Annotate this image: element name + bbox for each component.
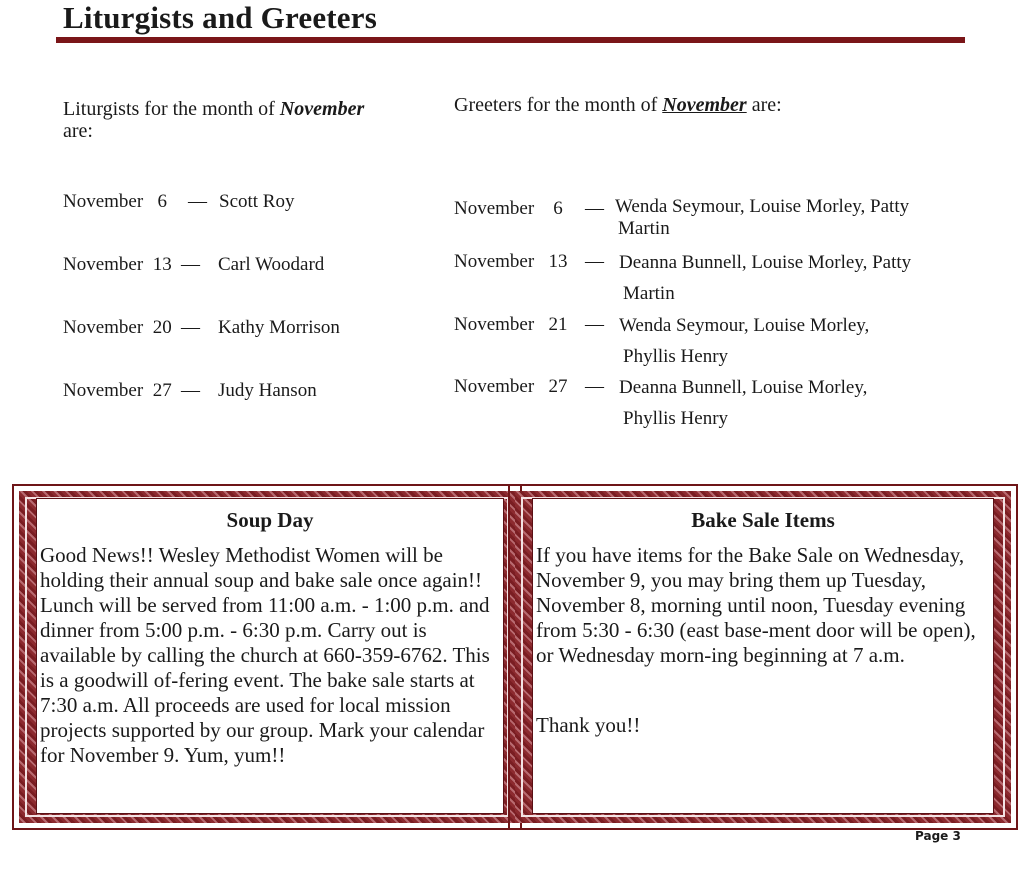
- liturgist-date: November 13: [63, 254, 172, 275]
- liturgists-intro-month: November: [279, 98, 365, 120]
- soup-day-body: [40, 543, 499, 768]
- title-rule: [56, 37, 965, 43]
- greeter-names-line1: Wenda Seymour, Louise Morley, Patty: [615, 196, 910, 217]
- liturgist-name: Carl Woodard: [218, 254, 325, 275]
- greeter-date: November 21: [454, 314, 568, 335]
- greeter-date: November 13: [454, 251, 568, 272]
- bake-sale-title: Bake Sale Items: [691, 508, 835, 532]
- liturgist-dash: —: [181, 254, 200, 275]
- liturgist-dash: —: [181, 380, 200, 401]
- greeter-names-line2: Martin: [623, 283, 675, 304]
- liturgist-date: November 27: [63, 380, 172, 401]
- greeter-names-line2: Martin: [618, 218, 670, 239]
- greeter-dash: —: [585, 376, 604, 397]
- greeter-names-line1: Deanna Bunnell, Louise Morley,: [619, 377, 868, 398]
- liturgist-dash: —: [181, 317, 200, 338]
- greeter-names: [615, 196, 909, 240]
- soup-day-panel: [36, 498, 504, 814]
- greeter-names: [619, 372, 867, 434]
- bake-sale-thanks: Thank you!!: [536, 713, 641, 737]
- greeter-names: [619, 247, 911, 309]
- bake-sale-body: [536, 543, 989, 738]
- bake-sale-box: [508, 484, 1018, 830]
- greeter-names-line2: Phyllis Henry: [623, 346, 729, 367]
- soup-day-text: Good News!! Wesley Methodist Women will be holding their annual soup and bake sale once again!! Lunch will be served from 11:00 a.m. - 1:00 p.m. and dinner from 5:00 p.m. - 6:30 p.m. Carry out is available by calling the church at 660-359-6762. This is a goodwill of-fering event. The bake sale starts at 7:30 a.m. All proceeds are used for local mission projects supported by our group. Mark your calendar for November 9. Yum, yum!!: [40, 543, 490, 767]
- liturgist-name: Judy Hanson: [218, 380, 317, 401]
- bake-sale-panel: [532, 498, 994, 814]
- greeter-date: November 27: [454, 376, 568, 397]
- greeter-names-line1: Wenda Seymour, Louise Morley,: [619, 315, 870, 336]
- liturgist-name: Scott Roy: [219, 191, 295, 212]
- greeter-date: November 6: [454, 198, 563, 219]
- liturgist-dash: —: [188, 191, 207, 212]
- greeter-dash: —: [585, 251, 604, 272]
- greeter-names-line2: Phyllis Henry: [623, 408, 729, 429]
- greeters-intro-text: Greeters for the month of: [454, 94, 663, 116]
- page-title: Liturgists and Greeters: [63, 0, 377, 35]
- soup-day-box: [12, 484, 522, 830]
- greeters-intro-end: are:: [746, 94, 782, 116]
- greeters-intro-month: November: [662, 94, 747, 116]
- liturgist-date: November 20: [63, 317, 172, 338]
- greeters-intro: [454, 94, 934, 116]
- bake-sale-text: If you have items for the Bake Sale on Wednesday, November 9, you may bring them up Tuesday, November 8, morning until noon, Tuesday evening from 5:30 - 6:30 (east base-ment door will be open), or Wednesday morn-ing beginning at 7 a.m.: [536, 543, 976, 667]
- liturgists-intro-text: Liturgists for the month of: [63, 98, 280, 120]
- liturgist-name: Kathy Morrison: [218, 317, 340, 338]
- greeter-dash: —: [585, 314, 604, 335]
- page-number: Page 3: [915, 829, 961, 843]
- liturgists-intro-end: are:: [63, 120, 93, 142]
- greeter-names: [619, 310, 869, 372]
- greeter-dash: —: [585, 198, 604, 219]
- greeter-names-line1: Deanna Bunnell, Louise Morley, Patty: [619, 252, 912, 273]
- liturgist-date: November 6: [63, 191, 167, 212]
- liturgists-intro: [63, 98, 433, 142]
- soup-day-title: Soup Day: [226, 508, 314, 532]
